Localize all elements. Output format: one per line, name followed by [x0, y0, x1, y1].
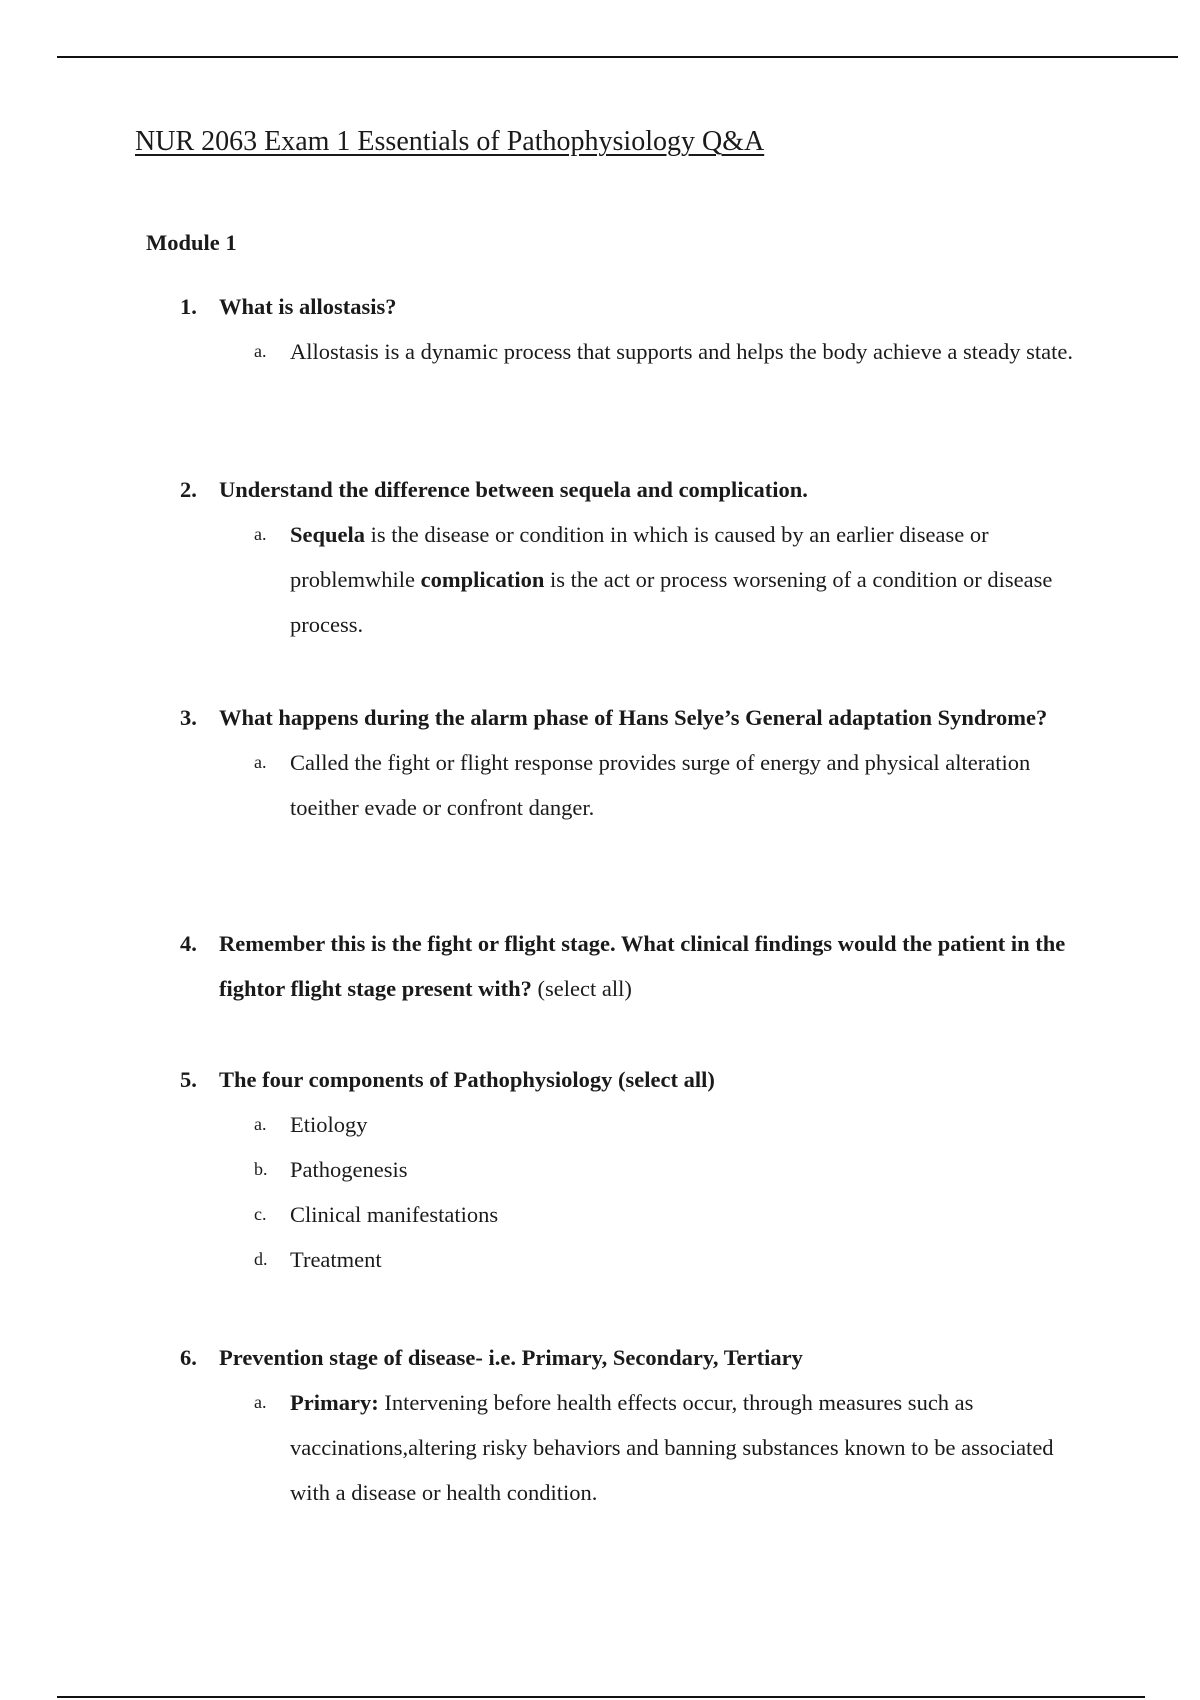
- question-number: 6.: [180, 1345, 197, 1370]
- answer-text: Intervening before health effects occur, through measures such as vaccinations,altering risky behaviors and banning substances known to be associated with a disease or health condition.: [290, 1390, 1054, 1505]
- answer-item: [254, 1102, 1090, 1147]
- question-4: [180, 921, 1080, 1011]
- answer-text: is the act or process worsening of a condition or disease process.: [290, 567, 1053, 637]
- question-text: The four components of Pathophysiology (select all): [219, 1067, 715, 1092]
- question-number: 1.: [180, 294, 197, 319]
- answer-item: [254, 1237, 1090, 1282]
- answer-item: [254, 1380, 1090, 1515]
- answer-text: Treatment: [290, 1247, 382, 1272]
- question-text: Understand the difference between sequela and complication.: [219, 477, 808, 502]
- answer-marker: a.: [254, 1114, 267, 1134]
- question-number: 2.: [180, 477, 197, 502]
- answer-text: Clinical manifestations: [290, 1202, 499, 1227]
- answer-text: is the disease or condition in which is caused by an earlier disease or problemwhile: [290, 522, 989, 592]
- answer-text: Etiology: [290, 1112, 368, 1137]
- answer-marker: d.: [254, 1249, 268, 1269]
- question-text: [219, 921, 1080, 1011]
- answer-marker: a.: [254, 1392, 267, 1412]
- answer-marker: c.: [254, 1204, 267, 1224]
- question-text: Prevention stage of disease- i.e. Primary, Secondary, Tertiary: [219, 1345, 803, 1370]
- question-text: What is allostasis?: [219, 294, 397, 319]
- module-heading: Module 1: [146, 230, 237, 255]
- answer-text: Called the fight or flight response provides surge of energy and physical alteration toeither evade or confront danger.: [290, 750, 1031, 820]
- answer-item: [254, 1192, 1090, 1237]
- document-title: NUR 2063 Exam 1 Essentials of Pathophysiology Q&A: [135, 126, 765, 157]
- top-rule: [57, 56, 1178, 58]
- answer-item: [254, 329, 1090, 374]
- question-number: 3.: [180, 705, 197, 730]
- question-6: [180, 1335, 1080, 1515]
- answer-item: [254, 1147, 1090, 1192]
- question-text: What happens during the alarm phase of Hans Selye’s General adaptation Syndrome?: [219, 705, 1048, 730]
- answer-item: [254, 512, 1090, 647]
- question-number: 5.: [180, 1067, 197, 1092]
- answer-item: [254, 740, 1090, 830]
- question-number: 4.: [180, 931, 197, 956]
- question-3: [180, 695, 1080, 830]
- answer-marker: b.: [254, 1159, 268, 1179]
- answer-term-primary: Primary:: [290, 1390, 379, 1415]
- question-text-main: Remember this is the fight or flight stage. What clinical findings would the patient in the fightor flight stage present with?: [219, 931, 1066, 1001]
- answer-marker: a.: [254, 524, 267, 544]
- answer-text: Pathogenesis: [290, 1157, 408, 1182]
- answer-term-complication: complication: [420, 567, 545, 592]
- question-2: [180, 467, 1080, 647]
- question-5: [180, 1057, 1080, 1282]
- question-note: (select all): [531, 976, 632, 1001]
- answer-marker: a.: [254, 752, 267, 772]
- question-1: [180, 284, 1080, 374]
- answer-text: Allostasis is a dynamic process that supports and helps the body achieve a steady state.: [290, 339, 1073, 364]
- answer-marker: a.: [254, 341, 267, 361]
- bottom-rule: [57, 1696, 1145, 1698]
- answer-term-sequela: Sequela: [290, 522, 366, 547]
